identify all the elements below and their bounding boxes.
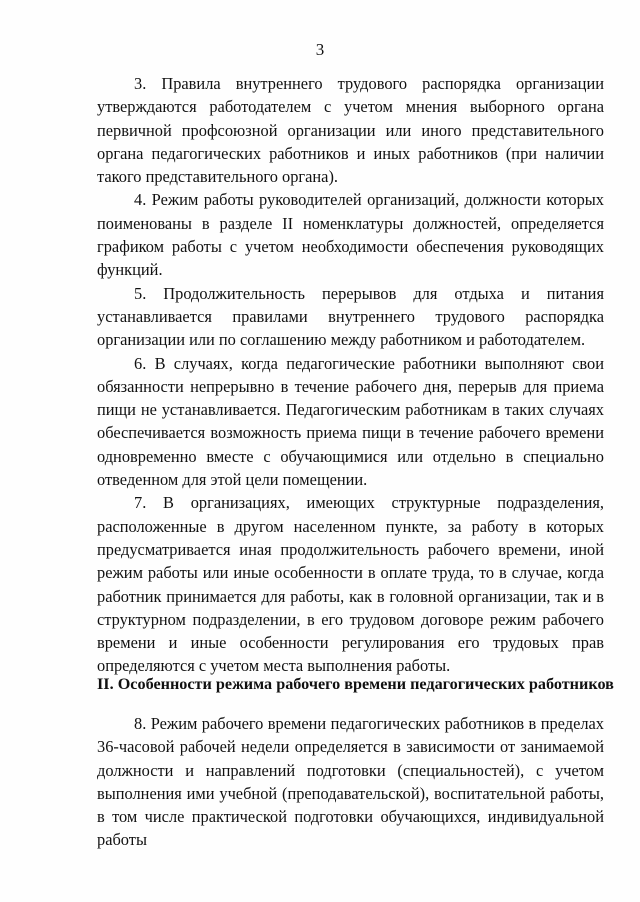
document-body <box>97 72 604 678</box>
paragraph-3: 3. Правила внутреннего трудового распорядка организации утверждаются работодателем с учетом мнения выборного органа первичной профсоюзной организации или иного представительного органа педагогических работников и иных работников (при наличии такого представительного органа). <box>97 74 604 187</box>
paragraph-8: 8. Режим рабочего времени педагогических работников в пределах 36-часовой рабочей недели определяется в зависимости от занимаемой должности и направлений подготовки (специальностей), с учетом выполнения ими учебной (преподавательской), воспитательной работы, в том числе практической подготовки обучающихся, индивидуальной работы <box>97 714 604 850</box>
paragraph-5: 5. Продолжительность перерывов для отдыха и питания устанавливается правилами внутреннего трудового распорядка организации или по соглашению между работником и работодателем. <box>97 283 604 350</box>
section-body <box>97 712 604 852</box>
section-heading: II. Особенности режима рабочего времени педагогических работников <box>97 675 614 693</box>
page-number: 3 <box>315 40 325 59</box>
paragraph-6: 6. В случаях, когда педагогические работники выполняют свои обязанности непрерывно в течение рабочего дня, перерыв для приема пищи не устанавливается. Педагогическим работникам в таких случаях обеспечивается возможность приема пищи в течение рабочего времени одновременно вместе с обучающимися или отдельно в специально отведенном для этой цели помещении. <box>97 353 604 490</box>
paragraph-4: 4. Режим работы руководителей организаций, должности которых поименованы в разделе II номенклатуры должностей, определяется графиком работы с учетом необходимости обеспечения руководящих функций. <box>97 190 604 280</box>
paragraph-7: 7. В организациях, имеющих структурные подразделения, расположенные в другом населенном пункте, за работу в которых предусматривается иная продолжительность рабочего времени, иной режим работы или иные особенности в оплате труда, то в случае, когда работник принимается для работы, как в головной организации, так и в структурном подразделении, в его трудовом договоре режим рабочего времени и иные особенности регулирования его трудовых прав определяются с учетом места выполнения работы. <box>97 493 604 676</box>
